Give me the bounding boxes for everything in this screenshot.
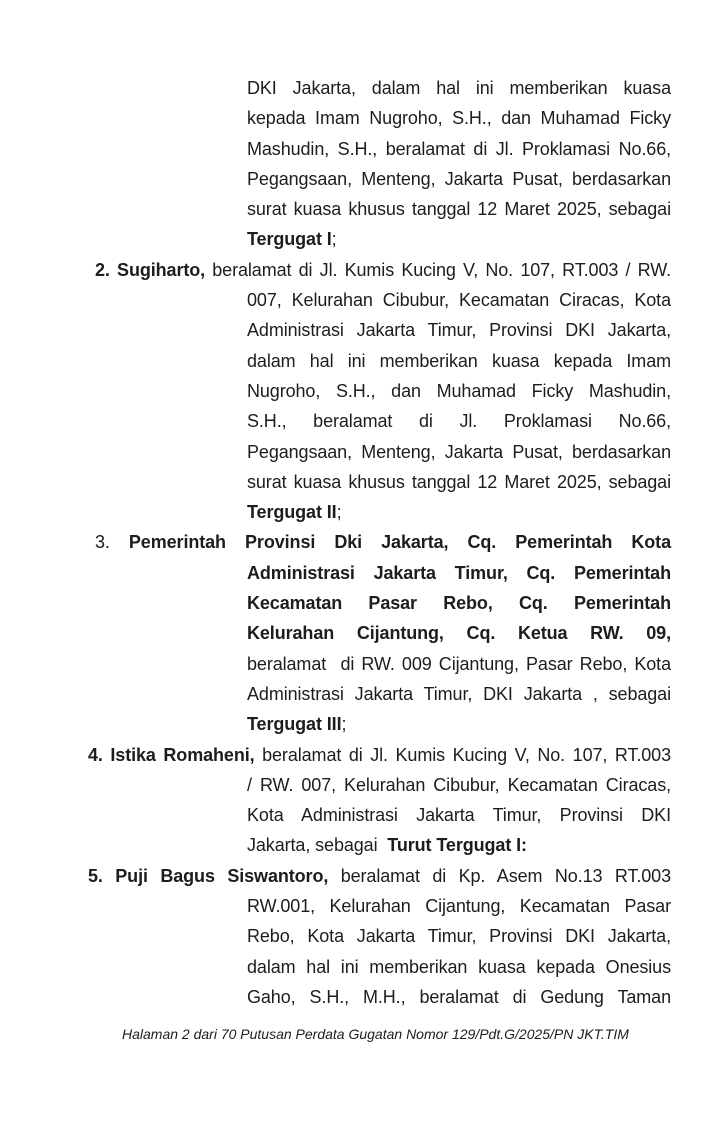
text-line: [247, 376, 671, 406]
bold-text-segment: Tergugat III: [247, 714, 342, 735]
text-line: [247, 588, 671, 618]
text-line: [247, 770, 671, 800]
text-segment: Administrasi Jakarta Timur, DKI Jakarta , sebagai: [247, 683, 671, 704]
bold-text-segment: Kecamatan Pasar Rebo, Cq. Pemerintah: [247, 593, 671, 614]
bold-text-segment: Kelurahan Cijantung, Cq. Ketua RW. 09,: [247, 623, 671, 644]
text-segment: ;: [341, 714, 347, 735]
text-line: [247, 194, 671, 224]
document-body: [0, 73, 671, 1012]
bold-text-segment: Pemerintah Provinsi Dki Jakarta, Cq. Pemerintah Kota: [128, 532, 671, 553]
text-line: [247, 497, 671, 527]
text-segment: dalam hal ini memberikan kuasa kepada Onesius: [247, 956, 671, 977]
text-segment: surat kuasa khusus tanggal 12 Maret 2025, sebagai: [247, 199, 671, 220]
text-segment: / RW. 007, Kelurahan Cibubur, Kecamatan Ciracas,: [247, 774, 671, 795]
text-line: [247, 982, 671, 1012]
party-5-puji-bagus-siswantoro: [0, 861, 671, 1012]
text-segment: beralamat di RW. 009 Cijantung, Pasar Rebo, Kota: [247, 653, 671, 674]
text-line: [247, 285, 671, 315]
text-line: [247, 952, 671, 982]
text-line: [247, 103, 671, 133]
text-segment: Rebo, Kota Jakarta Timur, Provinsi DKI Jakarta,: [247, 926, 671, 947]
text-segment: kepada Imam Nugroho, S.H., dan Muhamad Ficky: [247, 108, 671, 129]
text-segment: beralamat di Jl. Kumis Kucing V, No. 107, RT.003: [254, 744, 671, 765]
bold-text-segment: 4. Istika Romaheni,: [88, 744, 255, 765]
text-line: [247, 346, 671, 376]
text-segment: Nugroho, S.H., dan Muhamad Ficky Mashudin,: [247, 380, 671, 401]
party-2-sugiharto: [0, 255, 671, 528]
bold-text-segment: 2. Sugiharto,: [95, 259, 206, 280]
text-line: [247, 679, 671, 709]
text-segment: ;: [336, 502, 342, 523]
page-footer: Halaman 2 dari 70 Putusan Perdata Gugatan Nomor 129/Pdt.G/2025/PN JKT.TIM: [122, 1026, 629, 1042]
text-line: [247, 709, 671, 739]
text-segment: Mashudin, S.H., beralamat di Jl. Proklamasi No.66,: [247, 138, 671, 159]
text-segment: dalam hal ini memberikan kuasa kepada Imam: [247, 350, 671, 371]
text-line: [247, 891, 671, 921]
bold-text-segment: 5. Puji Bagus Siswantoro,: [88, 865, 329, 886]
text-segment: S.H., beralamat di Jl. Proklamasi No.66,: [247, 411, 671, 432]
text-segment: Kota Administrasi Jakarta Timur, Provinsi DKI: [247, 805, 671, 826]
text-segment: DKI Jakarta, dalam hal ini memberikan kuasa: [247, 78, 671, 98]
text-segment: RW.001, Kelurahan Cijantung, Kecamatan Pasar: [247, 896, 671, 917]
text-segment: Gaho, S.H., M.H., beralamat di Gedung Taman: [247, 986, 671, 1007]
bold-text-segment: Tergugat II: [247, 502, 337, 523]
text-line: [247, 558, 671, 588]
text-line: [247, 134, 671, 164]
text-line: [247, 830, 671, 860]
text-line: [88, 861, 671, 891]
text-segment: ;: [331, 229, 337, 250]
text-segment: surat kuasa khusus tanggal 12 Maret 2025, sebagai: [247, 471, 671, 492]
text-segment: 007, Kelurahan Cibubur, Kecamatan Ciracas, Kota: [247, 290, 671, 311]
text-line: [247, 437, 671, 467]
party-4-istika-romaheni: [0, 740, 671, 861]
text-line: [247, 406, 671, 436]
text-segment: Pegangsaan, Menteng, Jakarta Pusat, berdasarkan: [247, 168, 671, 189]
text-line: [247, 164, 671, 194]
text-line: [247, 315, 671, 345]
tergugat-1-continuation: [0, 73, 671, 255]
bold-text-segment: Turut Tergugat I:: [387, 835, 527, 856]
text-line: [247, 921, 671, 951]
text-segment: Jakarta, sebagai: [247, 835, 388, 856]
text-segment: beralamat di Jl. Kumis Kucing V, No. 107, RT.003 / RW.: [205, 259, 672, 280]
bold-text-segment: Tergugat I: [247, 229, 332, 250]
text-segment: Administrasi Jakarta Timur, Provinsi DKI Jakarta,: [247, 320, 671, 341]
text-line: [247, 73, 671, 103]
party-3-pemerintah-provinsi: [0, 527, 671, 739]
text-line: [247, 800, 671, 830]
text-line: [247, 224, 671, 254]
text-segment: beralamat di Kp. Asem No.13 RT.003: [328, 865, 671, 886]
text-line: [95, 527, 671, 557]
bold-text-segment: Administrasi Jakarta Timur, Cq. Pemerintah: [247, 562, 671, 583]
text-line: [247, 649, 671, 679]
text-segment: Pegangsaan, Menteng, Jakarta Pusat, berdasarkan: [247, 441, 671, 462]
text-line: [88, 740, 671, 770]
text-line: [247, 467, 671, 497]
text-line: [95, 255, 671, 285]
text-segment: 3.: [95, 532, 129, 553]
text-line: [247, 618, 671, 648]
